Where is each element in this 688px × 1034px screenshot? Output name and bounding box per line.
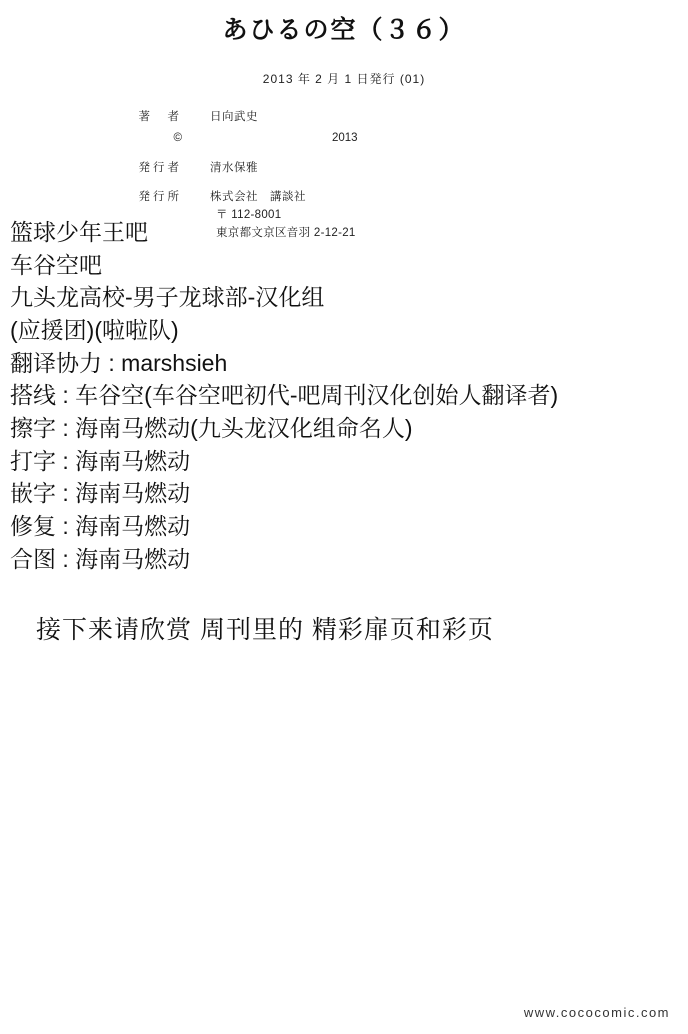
credit-line: 打字 : 海南马燃动	[10, 447, 191, 474]
credit-line: 翻译协力 : marshsieh	[10, 349, 228, 376]
credit-line: 嵌字 : 海南马燃动	[10, 480, 191, 507]
publication-date: 2013 年 2 月 1 日発行 (01)	[262, 72, 426, 86]
credit-line: 合图 : 海南马燃动	[10, 545, 191, 572]
publisher-person-label: 発行者	[138, 161, 182, 174]
credit-line: 九头龙高校-男子龙球部-汉化组	[10, 284, 325, 311]
page-container	[0, 10, 688, 1034]
author-value: 日向武史	[210, 111, 258, 123]
closing-message: 接下来请欣赏 周刊里的 精彩扉页和彩页	[36, 616, 494, 644]
credit-line: 擦字 : 海南马燃动(九头龙汉化组命名人)	[10, 414, 413, 441]
credit-line: 篮球少年王吧	[10, 219, 148, 245]
credit-line: 车谷空吧	[10, 251, 102, 278]
copyright-year: 2013	[332, 131, 358, 144]
colophon-row-publisher-company	[0, 189, 688, 207]
copyright-icon: ©	[173, 131, 182, 144]
colophon-row-author	[0, 109, 688, 127]
credit-line: (应援团)(啦啦队)	[10, 316, 179, 343]
publisher-company-label: 発行所	[138, 191, 182, 204]
spacer-2	[0, 177, 688, 189]
credit-line: 修复 : 海南马燃动	[10, 512, 191, 539]
address-street: 東京都文京区音羽 2-12-21	[216, 227, 356, 240]
copyright-row	[0, 130, 688, 148]
scanlation-credits	[10, 216, 558, 575]
publisher-company-value: 株式会社 講談社	[210, 191, 306, 204]
publisher-person-value: 清水保雅	[210, 161, 258, 174]
spacer-1	[0, 148, 688, 160]
address-postal-code: 〒 112-8001	[216, 209, 282, 222]
colophon-row-publisher-person	[0, 160, 688, 178]
author-label: 著 者	[138, 111, 182, 123]
site-watermark: www.cococomic.com	[523, 1005, 670, 1020]
credit-line: 搭线 : 车谷空(车谷空吧初代-吧周刊汉化创始人翻译者)	[10, 382, 559, 409]
page-title: あひるの空（３６）	[222, 16, 466, 44]
